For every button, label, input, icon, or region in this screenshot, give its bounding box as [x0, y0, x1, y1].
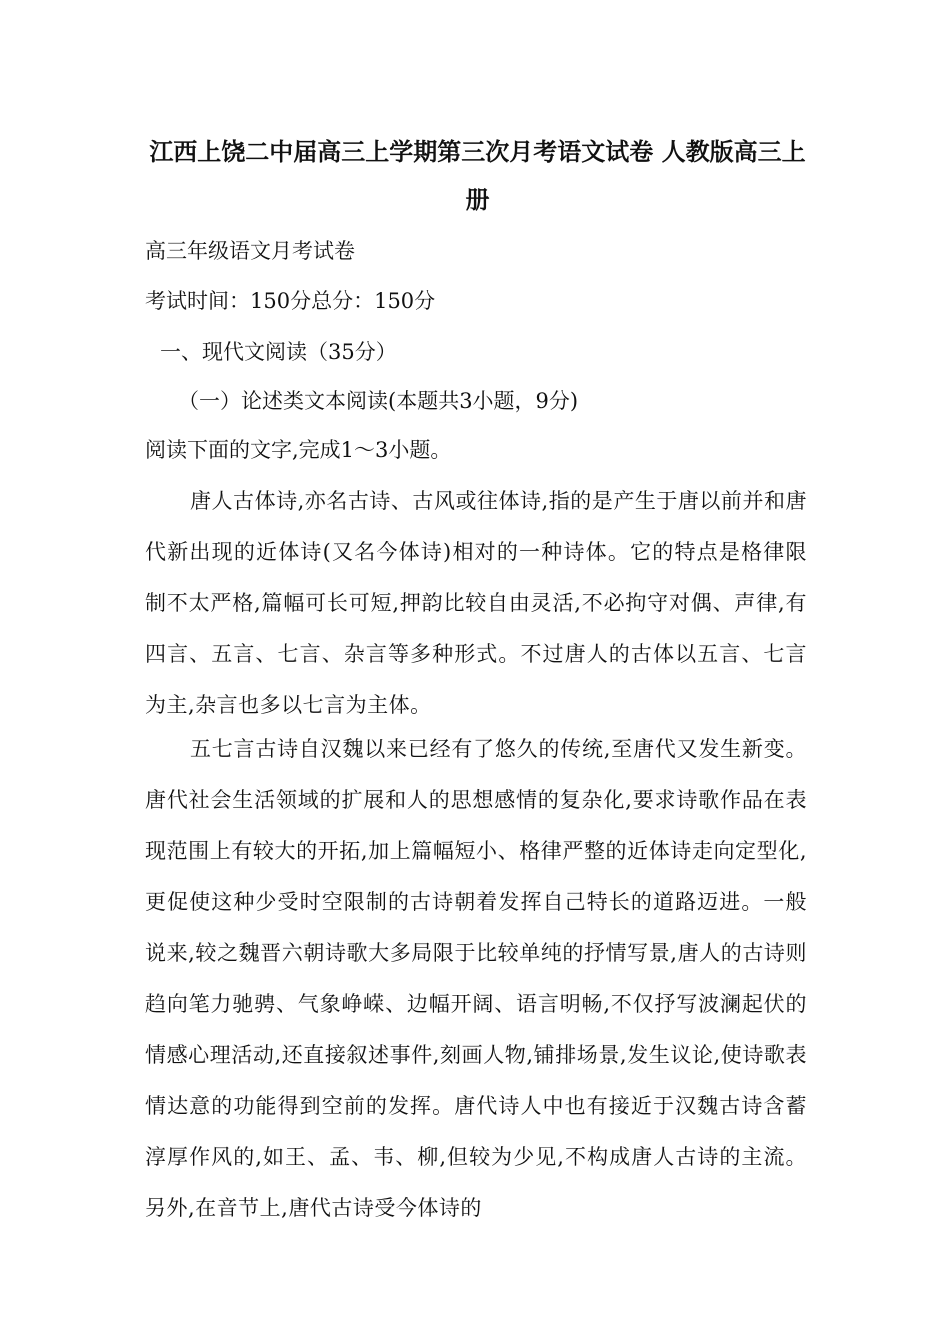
reading-instruction: 阅读下面的文字,完成1～3小题。: [145, 438, 452, 462]
document-title-line-2: 册: [465, 186, 490, 214]
section-heading: 一、现代文阅读（35分）: [160, 340, 397, 364]
exam-subtitle: 高三年级语文月考试卷: [145, 239, 355, 263]
document-title-line-1: 江西上饶二中届高三上学期第三次月考语文试卷 人教版高三上: [149, 138, 806, 166]
paragraph-2: 五七言古诗自汉魏以来已经有了悠久的传统,至唐代又发生新变。唐代社会生活领域的扩展和人的思想感情的复杂化,要求诗歌作品在表现范围上有较大的开拓,加上篇幅短小、格律严整的近体诗走向定型化,更促使这种少受时空限制的古诗朝着发挥自己特长的道路迈进。一般说来,较之魏晋六朝诗歌大多局限于比较单纯的抒情写景,唐人的古诗则趋向笔力驰骋、气象峥嵘、边幅开阔、语言明畅,不仅抒写波澜起伏的情感心理活动,还直接叙述事件,刻画人物,铺排场景,发生议论,使诗歌表情达意的功能得到空前的发挥。唐代诗人中也有接近于汉魏古诗含蓄淳厚作风的,如王、孟、韦、柳,但较为少见,不构成唐人古诗的主流。另外,在音节上,唐代古诗受今体诗的: [145, 737, 807, 1220]
subsection-heading: （一）论述类文本阅读(本题共3小题，9分): [178, 389, 579, 413]
paragraph-1: 唐人古体诗,亦名古诗、古风或往体诗,指的是产生于唐以前并和唐代新出现的近体诗(又名今体诗)相对的一种诗体。它的特点是格律限制不太严格,篇幅可长可短,押韵比较自由灵活,不必拘守对偶、声律,有四言、五言、七言、杂言等多种形式。不过唐人的古体以五言、七言为主,杂言也多以七言为主体。: [145, 489, 807, 717]
exam-time-info: 考试时间：150分总分：150分: [145, 289, 436, 313]
